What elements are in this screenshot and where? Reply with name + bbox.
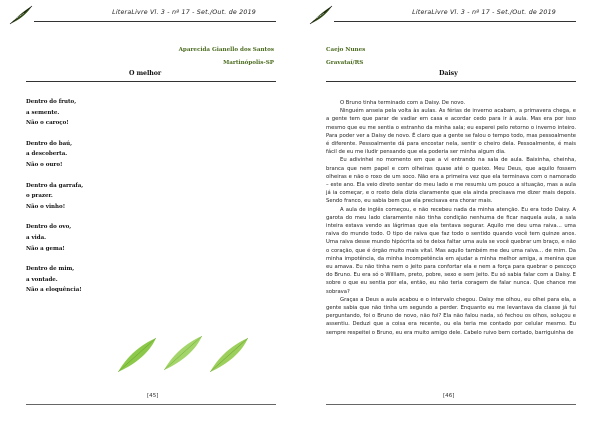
quill-pen-icon	[8, 4, 34, 26]
poem-line: a vontade.	[26, 276, 58, 283]
story-paragraph: Graças a Deus a aula acabou e o intervalo chegou. Daisy me olhou, eu olhei para ela, a gente sabia que não tinha um segundo a perder. Enquanto eu me levantava da classe já fui perguntando, foi o Bruno de novo, não foi? Ela não falou nada, só fechou os olhos, soluçou e assentiu. Deduzi que a coisa era recente, ou ela teria me contado por celular mesmo. Eu sempre respeitei o Bruno, eu era muito amigo dele. Cabelo ruivo bem cortado, barriguinha de	[326, 296, 576, 336]
poem-author-block	[179, 44, 274, 70]
poem-line: Dentro do fruto,	[26, 99, 77, 105]
page-header	[314, 6, 586, 28]
footer-divider	[26, 404, 276, 405]
page-number: [45]	[147, 393, 159, 399]
poem-line: Não o vinho!	[26, 203, 66, 210]
poem-stanza	[26, 222, 83, 254]
journal-header-text: LiteraLivre Vl. 3 - nº 17 - Set./Out. de 2019	[412, 9, 556, 16]
quill-pen-icon	[308, 4, 334, 26]
footer-divider	[326, 404, 576, 405]
title-divider	[326, 81, 576, 82]
poem-line: Dentro do ovo,	[26, 224, 72, 231]
poem-stanza	[26, 181, 83, 213]
poem-line: Não a eloquência!	[26, 287, 82, 294]
poem-line: a vida.	[26, 234, 47, 241]
poem-line: Dentro de mim,	[26, 266, 75, 273]
story-paragraph: Ninguém anseia pela volta às aulas. As férias de inverno acabam, a primavera chega, e a gente tem que parar de vadiar em casa e acordar cedo para ir à aula. Mas era por isso mesmo que eu me sentia o estranho da minha sala; eu esperei pelo retorno o inverno inteiro. Para poder ver a Daisy de novo. É claro que a gente se falou o tempo todo, mas pessoalmente é diferente. Pessoalmente dá para encostar nela, sentir o cheiro dela. Pessoalmente, é mais fácil de eu me iludir pensando que ela poderia ser minha algum dia.	[326, 108, 576, 156]
story-title: Daisy	[439, 70, 458, 77]
title-divider	[26, 81, 276, 82]
author-city: Gravataí/RS	[326, 60, 364, 66]
poem-line: Não a gema!	[26, 245, 65, 252]
page-header	[14, 6, 286, 28]
author-city: Martinópolis-SP	[223, 60, 274, 66]
poem-line: Não o caroço!	[26, 120, 69, 127]
poem-title: O melhor	[129, 70, 162, 77]
poem-line: Dentro do baú,	[26, 140, 73, 147]
story-author-block	[326, 44, 365, 70]
poem-line: Dentro da garrafa,	[26, 182, 84, 189]
journal-header-text: LiteraLivre Vl. 3 - nº 17 - Set./Out. de 2019	[112, 9, 256, 16]
page-number: [46]	[443, 393, 455, 399]
poem-line: Não o ouro!	[26, 161, 63, 168]
author-name: Caejo Nunes	[326, 47, 366, 53]
poem-body	[26, 97, 83, 306]
story-paragraph: A aula de inglês começou, e não recebeu nada da minha atenção. Eu era todo Daisy. A garota do meu lado claramente não tinha condição nenhuma de ficar naquela aula, a sala inteira estava vendo as lágrimas que ela tentava segurar. Aquilo me deu uma raiva… uma raiva do mundo todo. O tipo de raiva que faz todo o sentido quando você tem quinze anos. Uma raiva desse mundo hipócrita só te deixa faltar uma aula se você quebrar um braço, e não o coração, que é órgão muito mais vital. Mas aquilo também me deu uma raiva… de mim. Da minha impotência, da minha incompetência em ajudar a minha melhor amiga, a menina que eu amava. Eu não tinha nem o jeito para confortar ela e nem a força para quebrar o pescoço do Bruno. Eu era só o William, preto, pobre, sexo e sem jeito. Eu só sabia falar com a Daisy. E sobre o que eu sentia por ela, então, eu não teria coragem de falar nunca. Que chance me sobrava?	[326, 206, 576, 295]
poem-stanza	[26, 264, 83, 296]
leaf-decoration-icon	[112, 332, 262, 376]
story-paragraph: O Bruno tinha terminado com a Daisy. De novo.	[340, 100, 466, 106]
poem-line: a semente.	[26, 109, 60, 116]
story-body	[326, 99, 576, 337]
story-paragraph: Eu adivinhei no momento em que a vi entrando na sala de aula. Baixinha, cheinha, branca que nem papel e com olheiras quase até o queixo. Meu Deus, que aquilo fossem olheiras e não o roxo de um soco. Não era a primeira vez que ela terminava com o namorado – este ano. Ela veio direto sentar do meu lado e me resumiu um pouco a situação, mas a aula já ia começar, e o rosto dela dizia claramente que ela ainda precisava me dizer mais depois. Sendo franco, eu sabia bem que ela precisava era chorar mais.	[326, 157, 576, 205]
poem-stanza	[26, 139, 83, 171]
poem-line: o prazer.	[26, 193, 53, 200]
poem-line: a descoberta.	[26, 151, 68, 158]
right-page	[300, 0, 600, 424]
author-name: Aparecida Gianello dos Santos	[178, 47, 274, 53]
poem-stanza	[26, 97, 83, 129]
